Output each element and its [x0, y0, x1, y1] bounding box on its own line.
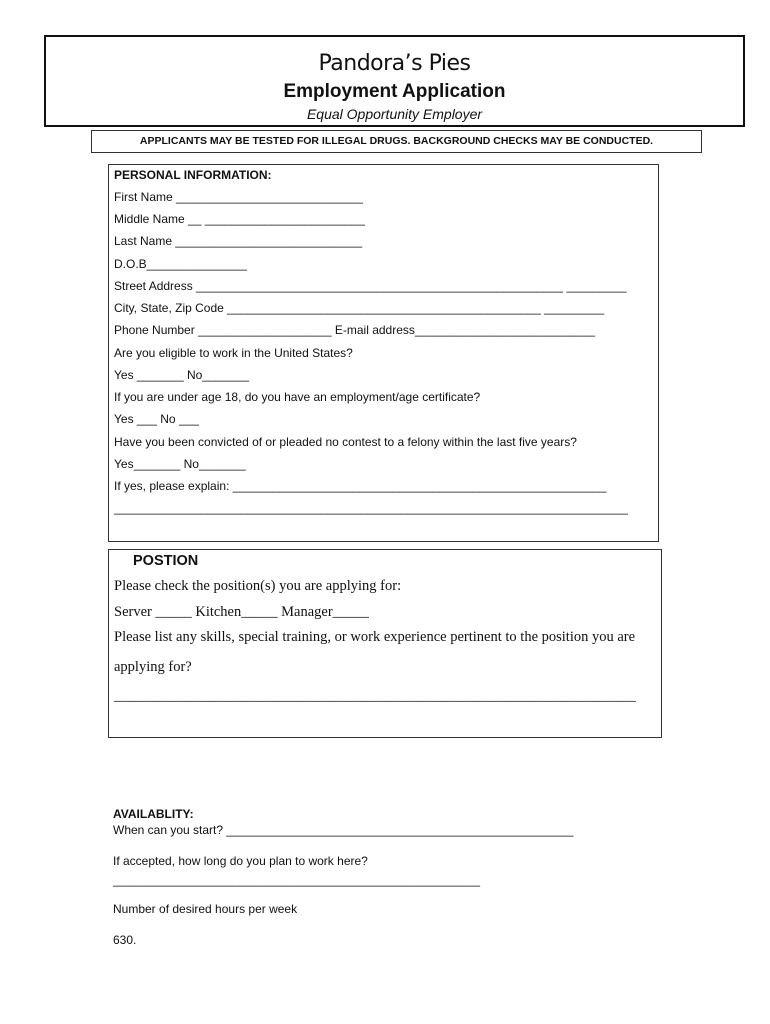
felony-explanation-line[interactable]: _____________________________________________________________________________: [114, 501, 628, 515]
first-name-field[interactable]: First Name ____________________________: [114, 190, 363, 204]
personal-information-section: [108, 164, 659, 542]
felony-question: Have you been convicted of or pleaded no contest to a felony within the last five years?: [114, 435, 577, 449]
position-section: [108, 549, 662, 738]
position-instruction: Please check the position(s) you are applying for:: [114, 578, 402, 594]
dob-field[interactable]: D.O.B_______________: [114, 257, 247, 271]
personal-information-heading: PERSONAL INFORMATION:: [114, 168, 272, 182]
availability-heading: AVAILABLITY:: [113, 807, 194, 821]
company-name: Pandora’s Pies: [318, 51, 471, 76]
phone-email-field[interactable]: Phone Number ____________________ E-mail address___________________________: [114, 323, 596, 337]
document-title: Employment Application: [283, 81, 506, 102]
desired-hours-label: Number of desired hours per week: [113, 902, 298, 916]
duration-answer-line[interactable]: _______________________________________________________: [113, 873, 481, 887]
felony-explanation-field[interactable]: If yes, please explain: ________________________________________________________: [114, 479, 607, 493]
drug-test-notice: APPLICANTS MAY BE TESTED FOR ILLEGAL DRUGS. BACKGROUND CHECKS MAY BE CONDUCTED.: [91, 130, 702, 153]
street-address-field[interactable]: Street Address _______________________________________________________ _________: [114, 279, 627, 293]
eligibility-answer[interactable]: Yes _______ No_______: [114, 368, 250, 382]
felony-answer[interactable]: Yes_______ No_______: [114, 457, 246, 471]
duration-question: If accepted, how long do you plan to work here?: [113, 854, 368, 868]
skills-question: Please list any skills, special training, or work experience pertinent to the position you are: [114, 629, 636, 645]
desired-hours-value: 630.: [113, 933, 137, 947]
position-heading: POSTION: [133, 553, 199, 569]
start-date-field[interactable]: When can you start? ____________________________________________________: [113, 823, 574, 837]
middle-name-field[interactable]: Middle Name __ ________________________: [114, 212, 365, 226]
certificate-answer[interactable]: Yes ___ No ___: [114, 412, 199, 426]
header-box: [44, 35, 745, 127]
last-name-field[interactable]: Last Name ____________________________: [114, 234, 363, 248]
skills-question-continued: applying for?: [114, 659, 192, 675]
city-state-zip-field[interactable]: City, State, Zip Code _______________________________________________ _________: [114, 301, 605, 315]
document-subtitle: Equal Opportunity Employer: [306, 106, 483, 122]
position-choices[interactable]: Server _____ Kitchen_____ Manager_____: [114, 604, 369, 620]
eligibility-question: Are you eligible to work in the United States?: [114, 346, 353, 360]
skills-answer-line[interactable]: ________________________________________________________________________: [114, 688, 636, 704]
certificate-question: If you are under age 18, do you have an employment/age certificate?: [114, 390, 481, 404]
